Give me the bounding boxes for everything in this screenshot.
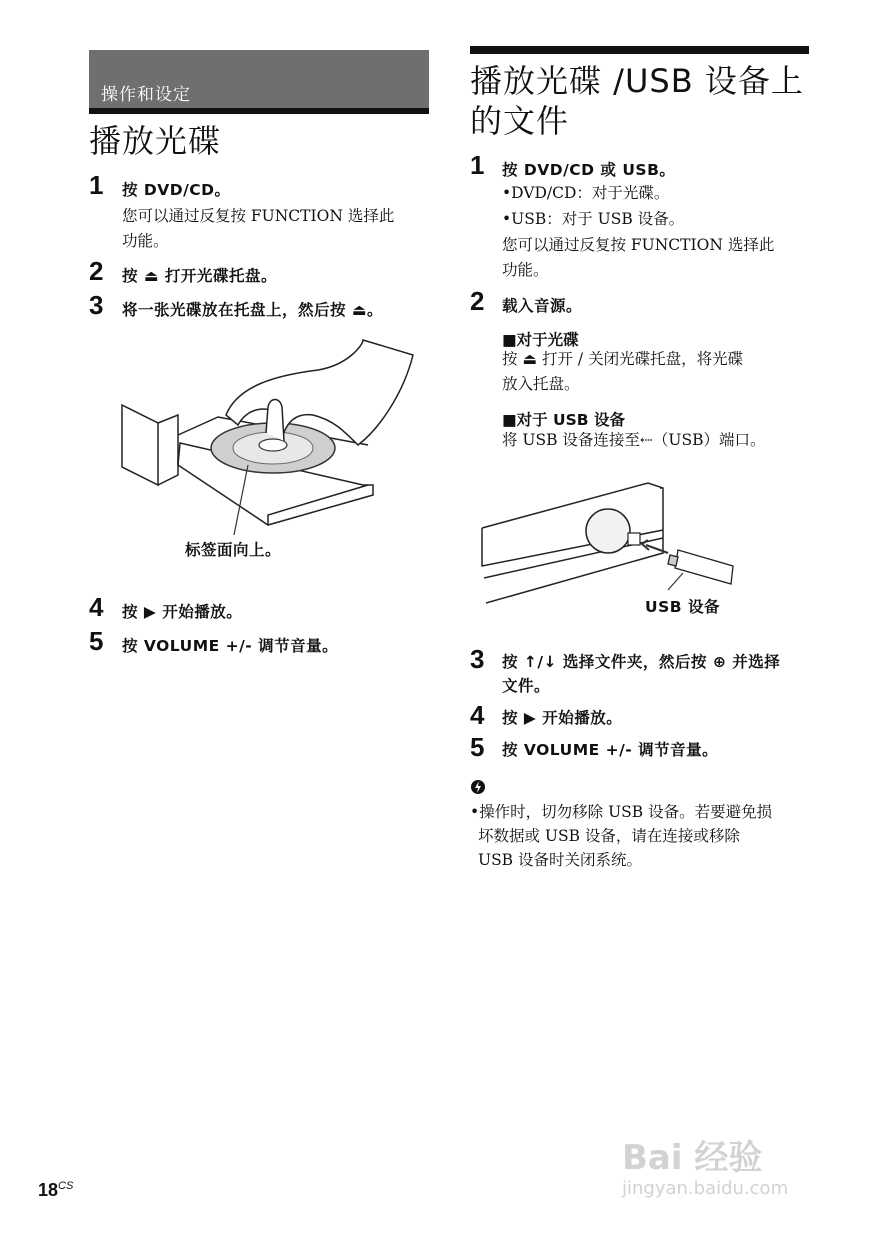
tip-line3: USB 设备时关闭系统。 <box>478 851 642 869</box>
right-step-3-text-line2: 文件。 <box>502 677 551 695</box>
usb-port-icon <box>628 533 640 545</box>
right-step-1-bullet-usb: •USB：对于 USB 设备。 <box>502 210 685 228</box>
left-step-3-number: 3 <box>89 290 104 320</box>
left-step-1-text: 按 DVD/CD。 <box>122 181 231 199</box>
page-number-value: 18 <box>38 1180 59 1200</box>
subsection-disc-line2: 放入托盘。 <box>502 375 580 393</box>
right-step-5-number: 5 <box>470 732 485 762</box>
subsection-usb-heading: ■对于 USB 设备 <box>502 411 626 429</box>
right-step-1-note-line1: 您可以通过反复按 FUNCTION 选择此 <box>502 236 775 254</box>
right-step-1-number: 1 <box>470 150 485 180</box>
subsection-disc-heading: ■对于光碟 <box>502 331 579 349</box>
right-step-2-text: 载入音源。 <box>502 297 583 315</box>
right-figure-caption: USB 设备 <box>645 598 720 616</box>
right-step-4-number: 4 <box>470 700 485 730</box>
left-step-5-text: 按 VOLUME +/- 调节音量。 <box>122 637 339 655</box>
left-step-4-number: 4 <box>89 592 104 622</box>
left-step-2-number: 2 <box>89 256 104 286</box>
page-number <box>38 1180 73 1201</box>
left-step-1-number: 1 <box>89 170 104 200</box>
disc-tray-illustration <box>118 335 418 535</box>
subsection-disc-line1: 按 ⏏ 打开 / 关闭光碟托盘，将光碟 <box>502 350 744 368</box>
right-title-rule <box>470 46 809 54</box>
left-step-3-text: 将一张光碟放在托盘上，然后按 ⏏。 <box>122 301 384 319</box>
section-label: 操作和设定 <box>101 85 191 105</box>
right-step-3-text-line1: 按 ↑/↓ 选择文件夹，然后按 ⊕ 并选择 <box>502 653 781 671</box>
left-step-1-note-line1: 您可以通过反复按 FUNCTION 选择此 <box>122 207 395 225</box>
watermark-brand: Bai 经验 <box>622 1138 763 1178</box>
left-step-4-text: 按 ▶ 开始播放。 <box>122 603 243 621</box>
left-figure-caption: 标签面向上。 <box>185 541 282 559</box>
usb-connection-illustration <box>478 468 748 608</box>
volume-knob-icon <box>586 509 630 553</box>
right-step-5-text: 按 VOLUME +/- 调节音量。 <box>502 741 719 759</box>
right-page-title-line1: 播放光碟 /USB 设备上 <box>470 62 804 100</box>
tip-line1: •操作时，切勿移除 USB 设备。若要避免损 <box>470 803 773 821</box>
tip-icon <box>470 779 486 795</box>
right-step-3-number: 3 <box>470 644 485 674</box>
left-step-5-number: 5 <box>89 626 104 656</box>
left-step-1-note-line2: 功能。 <box>122 232 169 250</box>
watermark-url: jingyan.baidu.com <box>622 1178 789 1199</box>
right-step-4-text: 按 ▶ 开始播放。 <box>502 709 623 727</box>
right-step-1-text: 按 DVD/CD 或 USB。 <box>502 161 676 179</box>
page-number-suffix: CS <box>58 1180 74 1192</box>
right-page-title-line2: 的文件 <box>470 102 570 140</box>
left-page-title: 播放光碟 <box>89 122 222 160</box>
tip-line2: 坏数据或 USB 设备，请在连接或移除 <box>478 827 740 845</box>
right-step-2-number: 2 <box>470 286 485 316</box>
subsection-usb-line1: 将 USB 设备连接至⇠（USB）端口。 <box>502 431 766 449</box>
right-step-1-note-line2: 功能。 <box>502 261 549 279</box>
left-step-2-text: 按 ⏏ 打开光碟托盘。 <box>122 267 277 285</box>
section-underline <box>89 108 429 114</box>
right-step-1-bullet-dvd: •DVD/CD：对于光碟。 <box>502 184 670 202</box>
